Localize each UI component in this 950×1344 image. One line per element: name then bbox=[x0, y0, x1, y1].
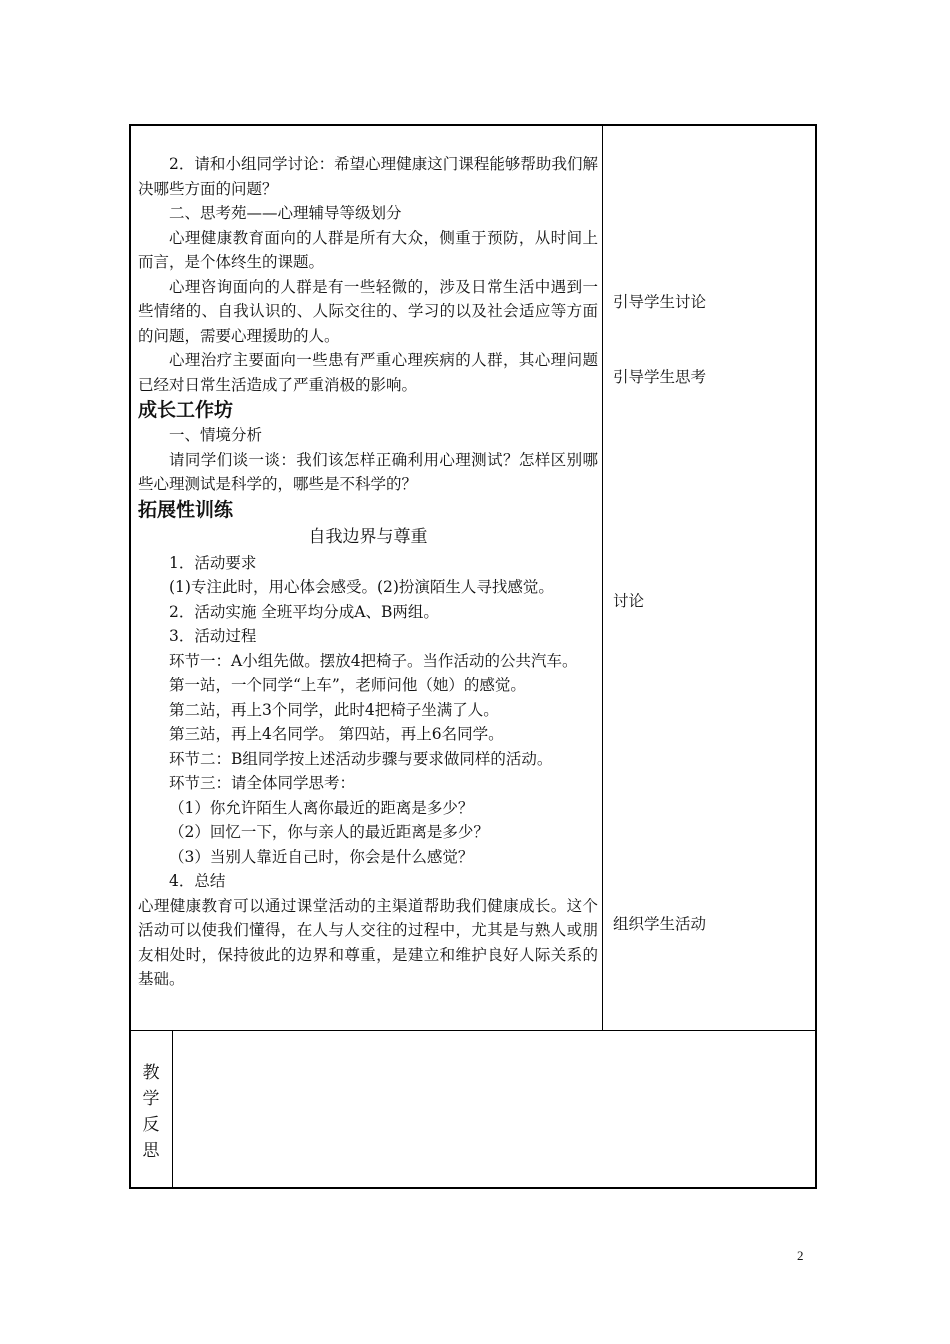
growth-item-question: 请同学们谈一谈：我们该怎样正确利用心理测试？怎样区别哪些心理测试是科学的，哪些是不科学的？ bbox=[138, 450, 598, 493]
row-divider bbox=[130, 1030, 816, 1031]
reflection-char: 反 bbox=[142, 1115, 160, 1135]
main-content bbox=[138, 152, 598, 992]
training-line: 第三站，再上4名同学。 第四站，再上6名同学。 bbox=[169, 725, 504, 743]
note-guide-discussion: 引导学生讨论 bbox=[613, 293, 707, 311]
column-divider bbox=[602, 125, 603, 1030]
paragraph-education: 心理健康教育面向的人群是所有大众，侧重于预防，从时间上而言，是个体终生的课题。 bbox=[138, 228, 598, 271]
training-line: 1．活动要求 bbox=[169, 553, 257, 572]
teaching-reflection-label bbox=[129, 1060, 173, 1164]
training-line: 4．总结 bbox=[169, 872, 226, 890]
paragraph-discussion: 2．请和小组同学讨论：希望心理健康这门课程能够帮助我们解决哪些方面的问题？ bbox=[138, 155, 598, 198]
training-line: 环节一：A小组先做。摆放4把椅子。当作活动的公共汽车。 bbox=[169, 651, 578, 670]
training-summary: 心理健康教育可以通过课堂活动的主渠道帮助我们健康成长。这个活动可以使我们懂得，在人与人交往的过程中，尤其是与熟人或朋友相处时，保持彼此的边界和尊重，是建立和维护良好人际关系的基础。 bbox=[138, 896, 598, 988]
training-line: (1)专注此时，用心体会感受。(2)扮演陌生人寻找感觉。 bbox=[169, 578, 554, 596]
reflection-char: 思 bbox=[142, 1141, 160, 1161]
reflection-char: 学 bbox=[142, 1089, 160, 1109]
training-line: 环节二：B组同学按上述活动步骤与要求做同样的活动。 bbox=[169, 749, 553, 768]
training-line: 2．活动实施 全班平均分成A、B两组。 bbox=[169, 602, 439, 621]
training-line: 第一站，一个同学“上车”，老师问他（她）的感觉。 bbox=[169, 676, 526, 694]
paragraph-therapy: 心理治疗主要面向一些患有严重心理疾病的人群，其心理问题已经对日常生活造成了严重消极的影响。 bbox=[138, 351, 598, 394]
paragraph-heading-levels: 二、思考苑——心理辅导等级划分 bbox=[169, 204, 402, 222]
growth-workshop-heading: 成长工作坊 bbox=[138, 399, 234, 421]
training-line: （2）回忆一下，你与亲人的最近距离是多少？ bbox=[169, 823, 489, 841]
training-line: 第二站，再上3个同学，此时4把椅子坐满了人。 bbox=[169, 700, 499, 719]
training-line: （1）你允许陌生人离你最近的距离是多少？ bbox=[169, 798, 474, 817]
reflection-char: 教 bbox=[142, 1063, 160, 1083]
note-discussion: 讨论 bbox=[613, 592, 645, 610]
training-line: （3）当别人靠近自己时，你会是什么感觉？ bbox=[169, 847, 474, 866]
training-heading: 拓展性训练 bbox=[138, 498, 234, 521]
training-subtitle: 自我边界与尊重 bbox=[308, 526, 428, 547]
training-line: 3．活动过程 bbox=[169, 627, 257, 645]
note-guide-thinking: 引导学生思考 bbox=[613, 368, 707, 386]
note-organize-activity: 组织学生活动 bbox=[613, 915, 707, 933]
page-number: 2 bbox=[797, 1248, 804, 1263]
growth-item-scenario: 一、情境分析 bbox=[169, 426, 263, 444]
paragraph-counseling: 心理咨询面向的人群是有一些轻微的，涉及日常生活中遇到一些情绪的、自我认识的、人际交往的、学习的以及社会适应等方面的问题，需要心理援助的人。 bbox=[138, 277, 598, 345]
training-line: 环节三：请全体同学思考： bbox=[169, 774, 356, 792]
